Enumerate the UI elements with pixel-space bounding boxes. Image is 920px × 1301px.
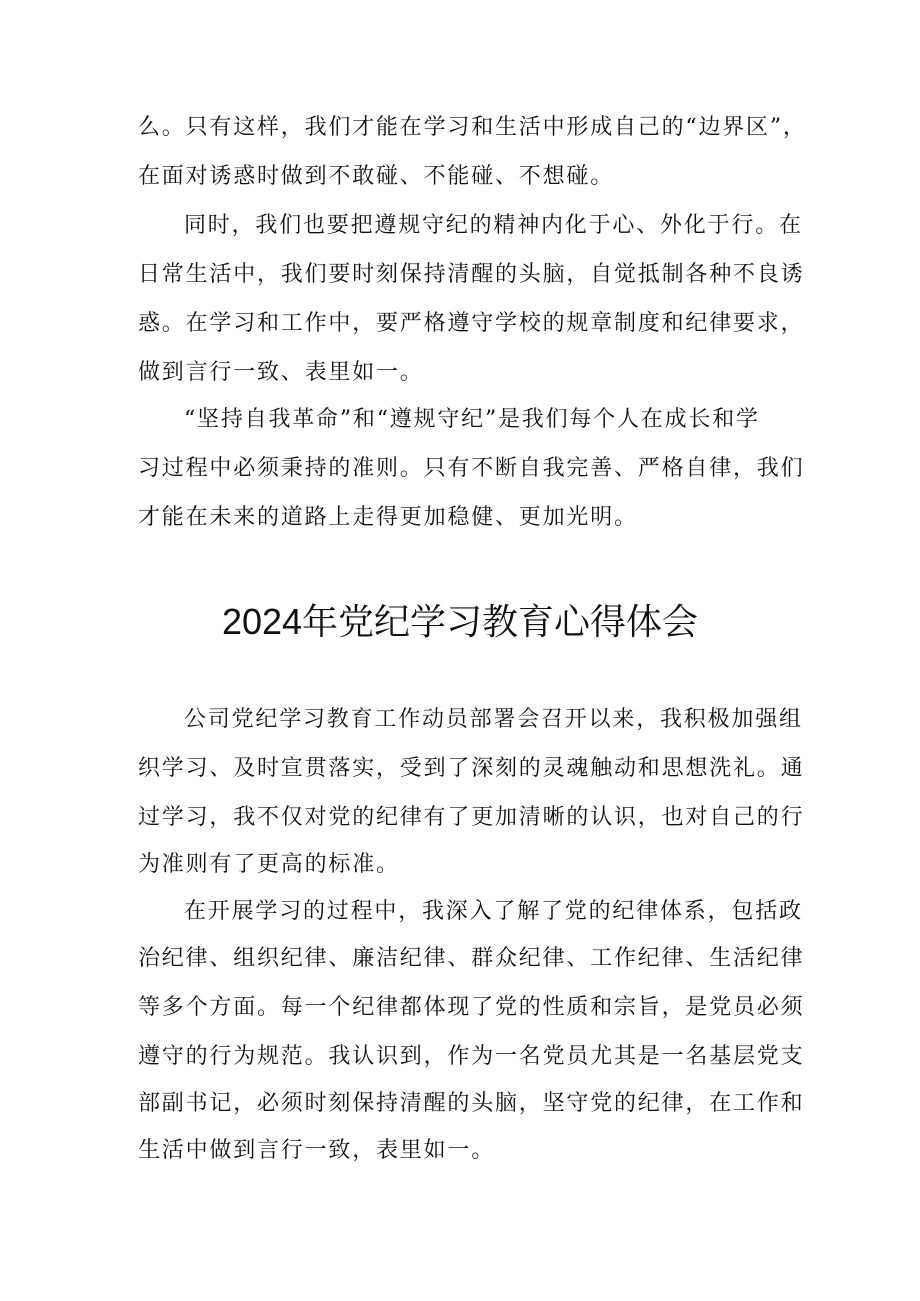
text-line: 在开展学习的过程中，我深入了解了党的纪律体系，包括政	[184, 899, 803, 924]
text-line: 遵守的行为规范。我认识到，作为一名党员尤其是一名基层党支	[138, 1044, 805, 1069]
text-line: 才能在未来的道路上走得更加稳健、更加光明。	[138, 505, 638, 530]
text-line: 惑。在学习和工作中，要严格遵守学校的规章制度和纪律要求，	[138, 311, 805, 336]
text-line: 过学习，我不仅对党的纪律有了更加清晰的认识，也对自己的行	[138, 805, 805, 830]
text-line: 日常生活中，我们要时刻保持清醒的头脑，自觉抵制各种不良诱	[138, 262, 805, 287]
text-line: 习过程中必须秉持的准则。只有不断自我完善、严格自律，我们	[138, 456, 805, 481]
text-line: 生活中做到言行一致，表里如一。	[138, 1138, 496, 1163]
text-line: 部副书记，必须时刻保持清醒的头脑，坚守党的纪律，在工作和	[138, 1091, 805, 1116]
text-line: 么。只有这样，我们才能在学习和生活中形成自己的“边界区”，	[138, 115, 807, 140]
text-line: 等多个方面。每一个纪律都体现了党的性质和宗旨，是党员必须	[138, 995, 805, 1020]
text-line: 同时，我们也要把遵规守纪的精神内化于心、外化于行。在	[184, 213, 803, 238]
text-line: 做到言行一致、表里如一。	[138, 360, 424, 385]
text-line: 公司党纪学习教育工作动员部署会召开以来，我积极加强组	[184, 707, 803, 732]
article-title: 2024年党纪学习教育心得体会	[221, 601, 699, 642]
text-line: 为准则有了更高的标准。	[138, 852, 400, 877]
text-line: 在面对诱惑时做到不敢碰、不能碰、不想碰。	[138, 164, 615, 189]
text-line: 治纪律、组织纪律、廉洁纪律、群众纪律、工作纪律、生活纪律	[138, 946, 805, 971]
text-line: “坚持自我革命”和“遵规守纪”是我们每个人在成长和学	[184, 407, 760, 432]
text-line: 织学习、及时宣贯落实，受到了深刻的灵魂触动和思想洗礼。通	[138, 756, 805, 781]
